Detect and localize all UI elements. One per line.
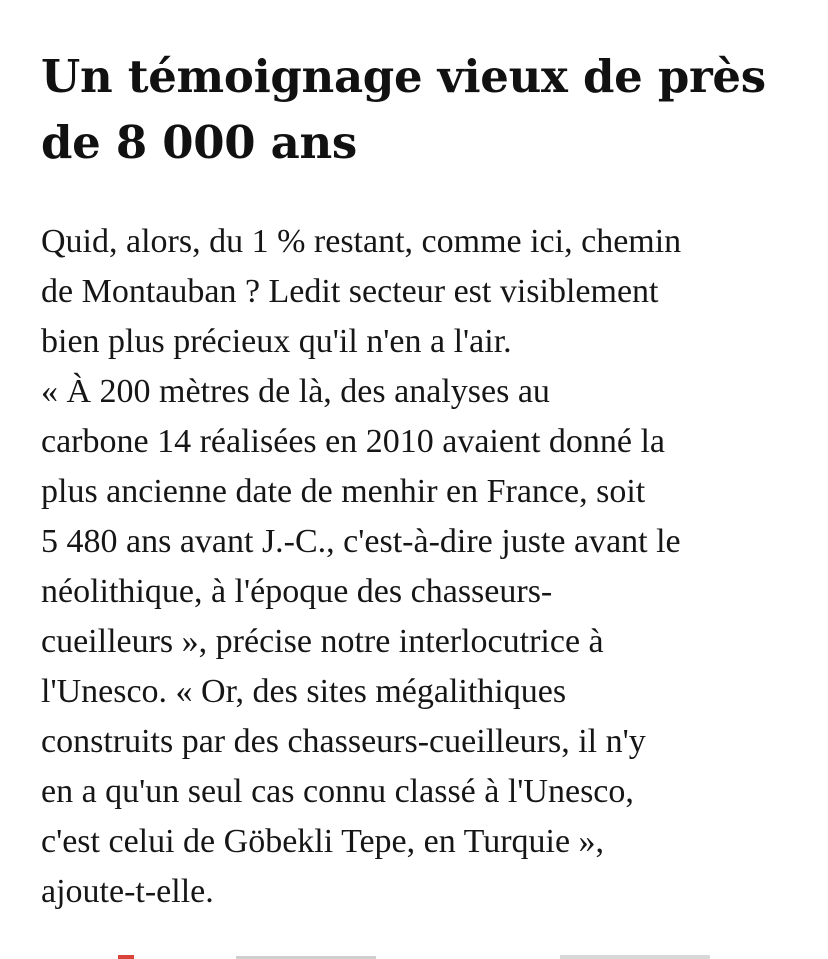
paragraph-line: carbone 14 réalisées en 2010 avaient donné la: [41, 423, 666, 460]
paragraph-line: « À 200 mètres de là, des analyses au: [41, 373, 550, 410]
paragraph-line: bien plus précieux qu'il n'en a l'air.: [41, 323, 512, 360]
next-content-edge: [0, 953, 828, 959]
article-heading: [41, 44, 801, 176]
paragraph-line: de Montauban ? Ledit secteur est visiblement: [41, 273, 659, 310]
red-accent-mark: [118, 955, 134, 959]
paragraph-line: 5 480 ans avant J.-C., c'est-à-dire juste avant le: [41, 523, 681, 560]
paragraph-line: c'est celui de Göbekli Tepe, en Turquie »,: [41, 823, 605, 860]
heading-line: de 8 000 ans: [41, 116, 357, 169]
paragraph-line: néolithique, à l'époque des chasseurs-: [41, 573, 553, 610]
article-paragraph: [41, 217, 801, 917]
paragraph-line: ajoute-t-elle.: [41, 873, 214, 910]
gray-image-edge: [560, 955, 710, 959]
article: [41, 44, 801, 917]
paragraph-line: construits par des chasseurs-cueilleurs, il n'y: [41, 723, 646, 760]
heading-line: Un témoignage vieux de près: [41, 50, 766, 103]
paragraph-line: en a qu'un seul cas connu classé à l'Unesco,: [41, 773, 634, 810]
paragraph-line: Quid, alors, du 1 % restant, comme ici, chemin: [41, 223, 682, 260]
paragraph-line: l'Unesco. « Or, des sites mégalithiques: [41, 673, 567, 710]
paragraph-line: plus ancienne date de menhir en France, soit: [41, 473, 646, 510]
paragraph-line: cueilleurs », précise notre interlocutrice à: [41, 623, 604, 660]
